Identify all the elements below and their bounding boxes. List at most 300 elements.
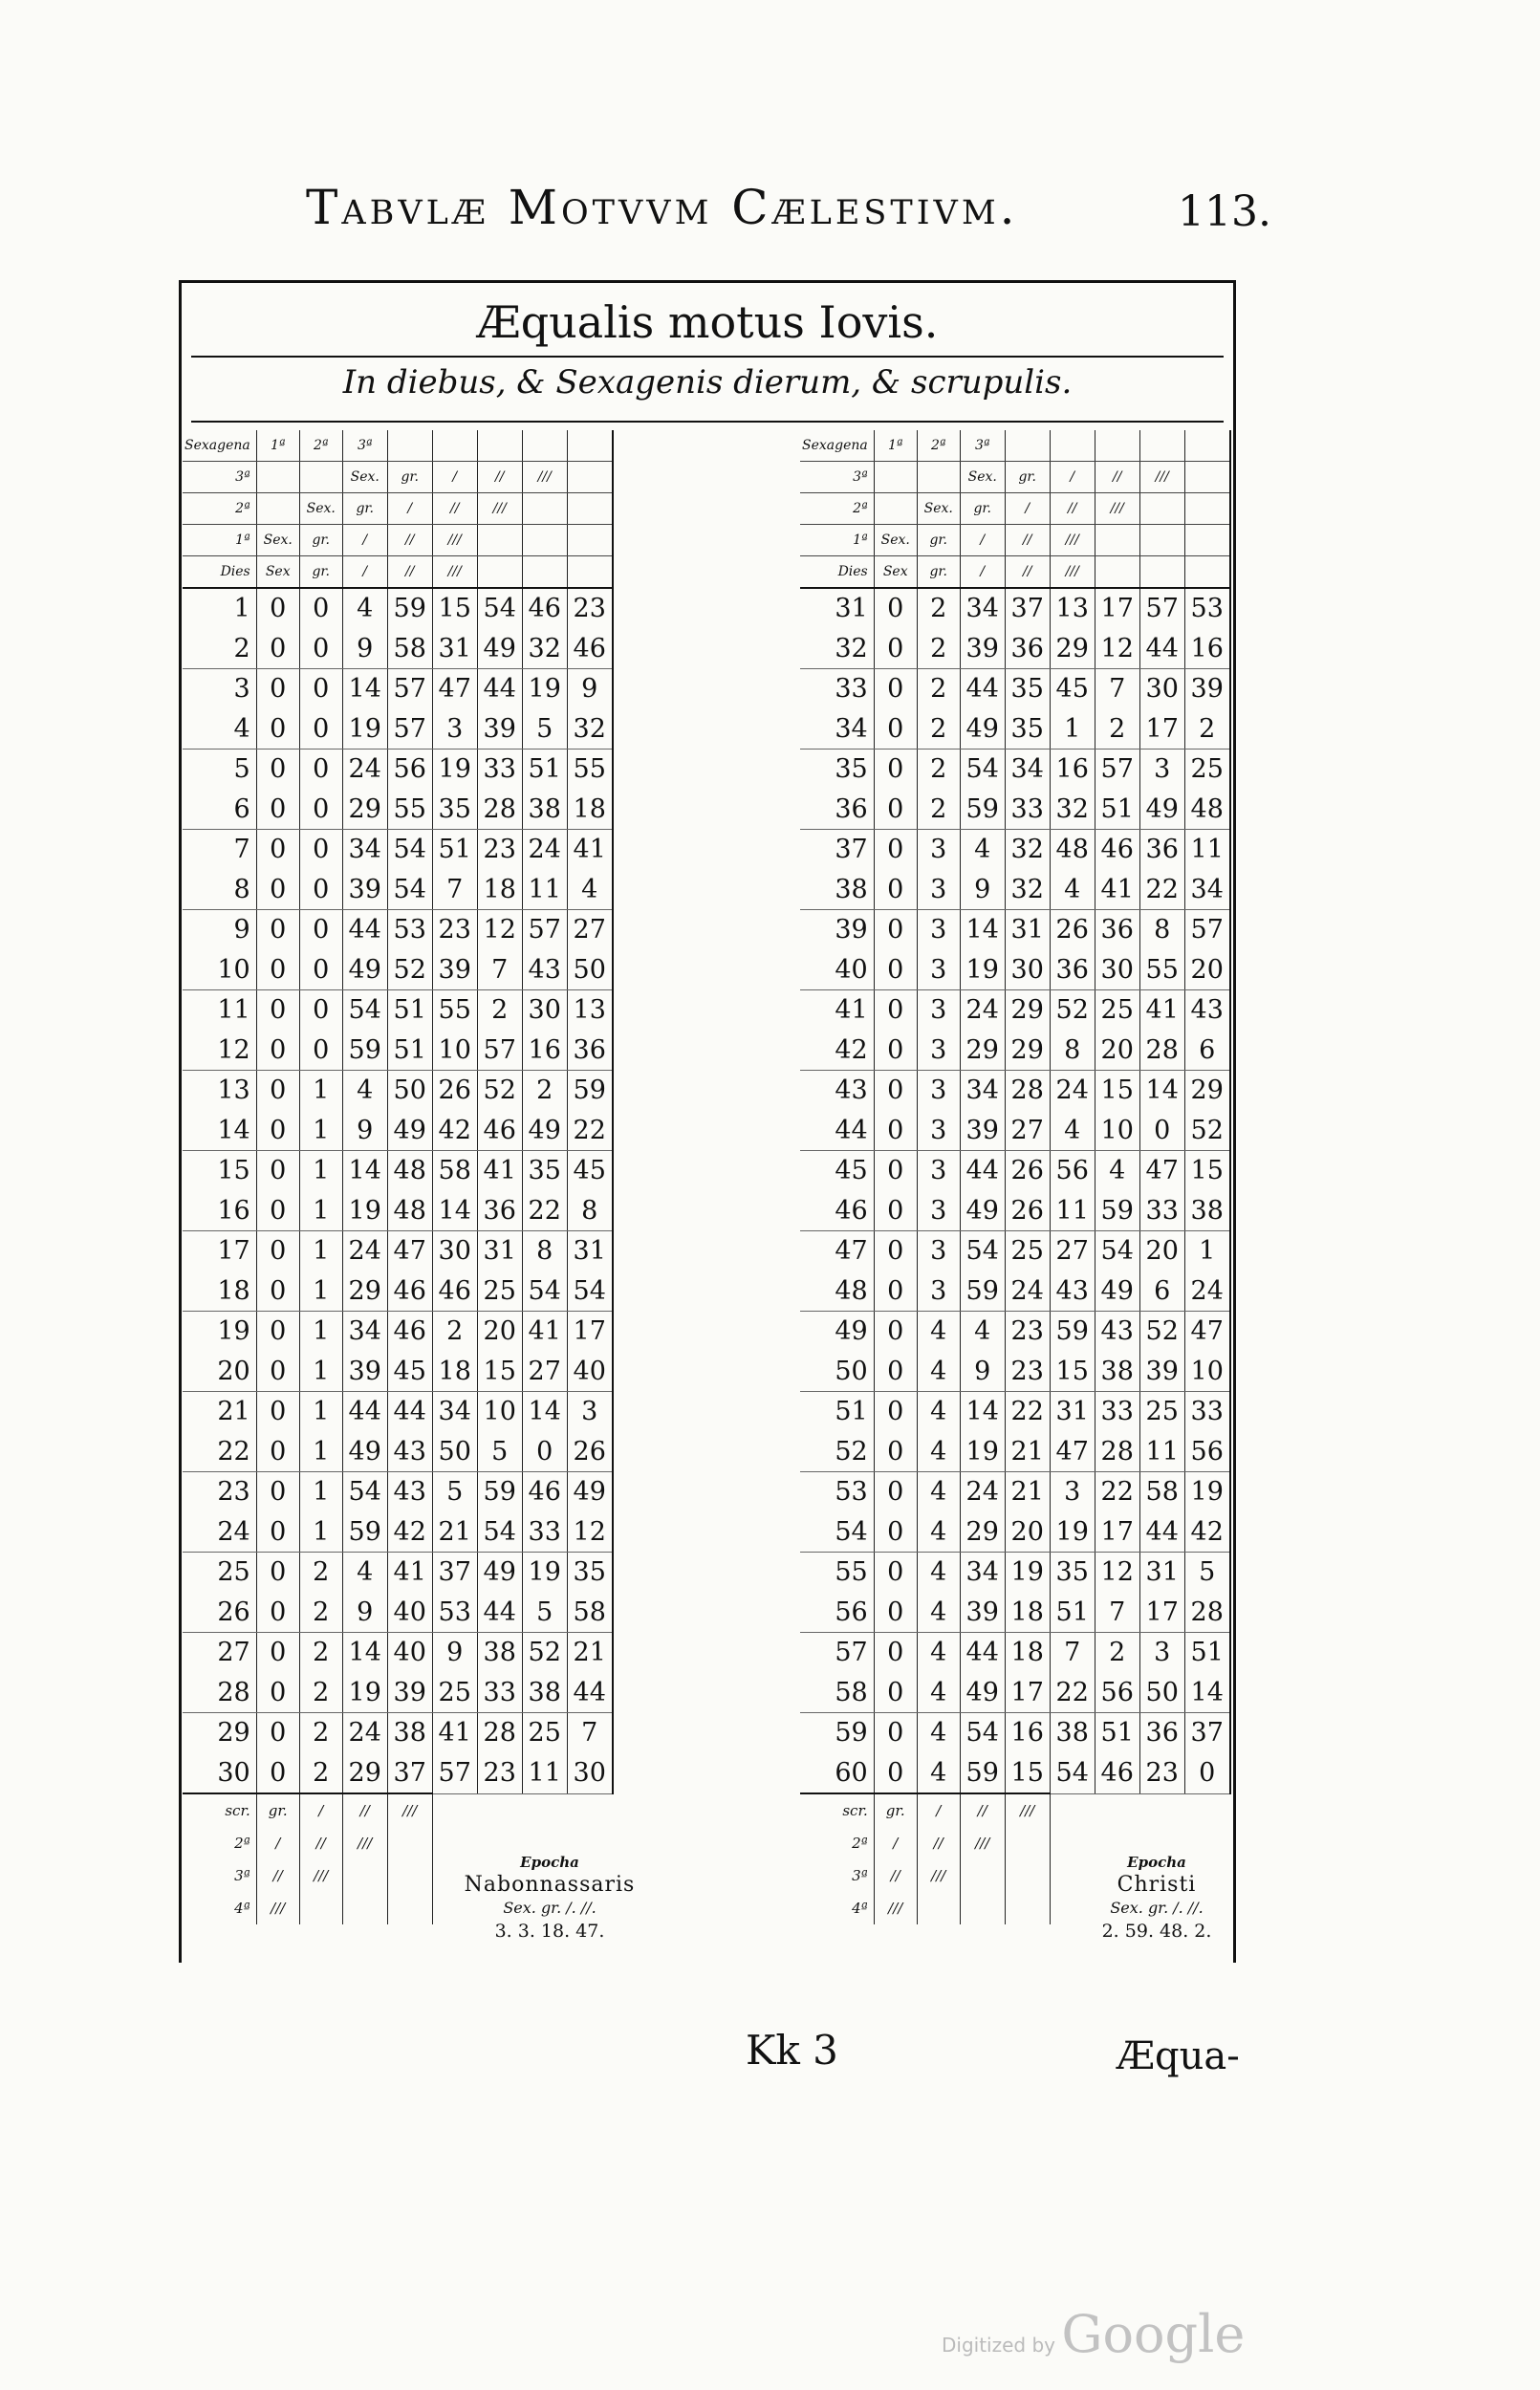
value-cell: 4: [917, 1312, 960, 1352]
value-cell: 9: [342, 1593, 387, 1633]
value-cell: 59: [477, 1472, 522, 1512]
footer-cell: [387, 1892, 432, 1924]
value-cell: 49: [477, 629, 522, 669]
value-cell: 0: [256, 870, 299, 910]
value-cell: 45: [387, 1352, 432, 1392]
header-cell: gr.: [299, 525, 342, 556]
value-cell: 44: [960, 669, 1005, 709]
value-cell: 0: [874, 1432, 917, 1472]
day-cell: 33: [800, 669, 874, 709]
table-row: [800, 1593, 1230, 1633]
header-cell: [256, 493, 299, 525]
value-cell: 59: [342, 1512, 387, 1553]
header-cell: //: [477, 462, 522, 493]
value-cell: 26: [1005, 1151, 1050, 1191]
value-cell: 29: [1050, 629, 1095, 669]
value-cell: 54: [342, 1472, 387, 1512]
value-cell: 37: [432, 1553, 477, 1593]
table-row: [800, 1753, 1230, 1794]
value-cell: 25: [1095, 990, 1139, 1031]
value-cell: 17: [1139, 709, 1184, 750]
table-row: [183, 870, 613, 910]
value-cell: 1: [299, 1071, 342, 1111]
value-cell: 2: [917, 709, 960, 750]
value-cell: 8: [1050, 1031, 1095, 1071]
value-cell: 0: [256, 629, 299, 669]
subtitle-rule: [191, 421, 1224, 423]
value-cell: 14: [960, 1392, 1005, 1432]
value-cell: 33: [1095, 1392, 1139, 1432]
value-cell: 20: [1139, 1231, 1184, 1271]
value-cell: 7: [477, 950, 522, 990]
value-cell: 1: [299, 1191, 342, 1231]
value-cell: 2: [299, 1593, 342, 1633]
value-cell: 0: [874, 629, 917, 669]
value-cell: 20: [1005, 1512, 1050, 1553]
header-cell: Sex.: [256, 525, 299, 556]
value-cell: 29: [1005, 990, 1050, 1031]
value-cell: 32: [1005, 830, 1050, 870]
value-cell: 32: [567, 709, 613, 750]
value-cell: 29: [342, 1271, 387, 1312]
table-frame-top: [179, 280, 1236, 283]
value-cell: 16: [522, 1031, 567, 1071]
value-cell: 39: [477, 709, 522, 750]
value-cell: 33: [1005, 790, 1050, 830]
day-cell: 34: [800, 709, 874, 750]
header-cell: [522, 430, 567, 462]
value-cell: 46: [522, 1472, 567, 1512]
day-cell: 42: [800, 1031, 874, 1071]
value-cell: 39: [1184, 669, 1230, 709]
running-head: Tabvlæ Motvvm Cælestivm.: [306, 180, 1019, 235]
catchword: Æqua-: [1117, 2034, 1240, 2078]
table-row: [183, 1432, 613, 1472]
value-cell: 41: [432, 1713, 477, 1753]
header-row: [183, 493, 613, 525]
value-cell: 51: [1095, 1713, 1139, 1753]
value-cell: 4: [1095, 1151, 1139, 1191]
header-cell: ///: [1050, 525, 1095, 556]
header-cell: 3ª: [960, 430, 1005, 462]
day-cell: 38: [800, 870, 874, 910]
value-cell: 54: [567, 1271, 613, 1312]
value-cell: 8: [522, 1231, 567, 1271]
value-cell: 44: [387, 1392, 432, 1432]
value-cell: 0: [299, 950, 342, 990]
footer-cell: [1005, 1892, 1050, 1924]
value-cell: 0: [256, 1673, 299, 1713]
value-cell: 19: [960, 1432, 1005, 1472]
value-cell: 54: [477, 588, 522, 629]
value-cell: 14: [1139, 1071, 1184, 1111]
value-cell: 1: [299, 1512, 342, 1553]
table-row: [800, 1312, 1230, 1352]
value-cell: 0: [299, 750, 342, 790]
header-cell: /: [432, 462, 477, 493]
value-cell: 2: [917, 629, 960, 669]
value-cell: 0: [256, 1111, 299, 1151]
table-row: [800, 1151, 1230, 1191]
day-cell: 57: [800, 1633, 874, 1673]
header-cell: /: [1050, 462, 1095, 493]
value-cell: 40: [387, 1633, 432, 1673]
header-cell: [387, 430, 432, 462]
value-cell: 0: [256, 1472, 299, 1512]
value-cell: 46: [1095, 830, 1139, 870]
table-row: [800, 950, 1230, 990]
value-cell: 1: [1050, 709, 1095, 750]
value-cell: 41: [1095, 870, 1139, 910]
value-cell: 59: [387, 588, 432, 629]
header-cell: Dies: [800, 556, 874, 589]
value-cell: 0: [256, 1352, 299, 1392]
day-cell: 19: [183, 1312, 256, 1352]
header-cell: [567, 556, 613, 589]
header-cell: 2ª: [800, 493, 874, 525]
footer-cell: //: [960, 1793, 1005, 1827]
header-cell: [1139, 430, 1184, 462]
value-cell: 27: [1050, 1231, 1095, 1271]
epocha-christi: [1061, 1851, 1252, 1943]
value-cell: 32: [522, 629, 567, 669]
value-cell: 2: [917, 588, 960, 629]
value-cell: 24: [1184, 1271, 1230, 1312]
value-cell: 44: [342, 910, 387, 950]
footer-cell: [387, 1827, 432, 1859]
value-cell: 3: [1139, 1633, 1184, 1673]
value-cell: 38: [1050, 1713, 1095, 1753]
footer-cell: [342, 1859, 387, 1892]
value-cell: 13: [567, 990, 613, 1031]
table-row: [183, 1271, 613, 1312]
value-cell: 37: [1005, 588, 1050, 629]
value-cell: 51: [1095, 790, 1139, 830]
value-cell: 3: [917, 1071, 960, 1111]
value-cell: 0: [256, 1151, 299, 1191]
value-cell: 1: [299, 1312, 342, 1352]
value-cell: 25: [1139, 1392, 1184, 1432]
value-cell: 27: [1005, 1111, 1050, 1151]
value-cell: 25: [1005, 1231, 1050, 1271]
value-cell: 3: [432, 709, 477, 750]
value-cell: 36: [1139, 1713, 1184, 1753]
footer-cell: //: [299, 1827, 342, 1859]
header-cell: [567, 493, 613, 525]
header-cell: gr.: [960, 493, 1005, 525]
value-cell: 43: [387, 1432, 432, 1472]
value-cell: 1: [299, 1111, 342, 1151]
table-title: Æqualis motus Iovis.: [476, 296, 939, 348]
table-row: [800, 750, 1230, 790]
value-cell: 56: [1050, 1151, 1095, 1191]
table-row: [183, 1231, 613, 1271]
signature-mark: Kk 3: [746, 2027, 838, 2074]
header-cell: [1184, 493, 1230, 525]
footer-cell: ///: [1005, 1793, 1050, 1827]
table-row: [800, 1111, 1230, 1151]
value-cell: 0: [299, 830, 342, 870]
table-row: [183, 750, 613, 790]
footer-cell: 2ª: [800, 1827, 874, 1859]
header-cell: [522, 525, 567, 556]
value-cell: 17: [1095, 1512, 1139, 1553]
value-cell: 9: [342, 629, 387, 669]
day-cell: 6: [183, 790, 256, 830]
value-cell: 49: [567, 1472, 613, 1512]
header-cell: //: [1005, 556, 1050, 589]
value-cell: 48: [1184, 790, 1230, 830]
value-cell: 14: [342, 1151, 387, 1191]
table-row: [800, 1673, 1230, 1713]
value-cell: 6: [1184, 1031, 1230, 1071]
value-cell: 2: [917, 669, 960, 709]
header-cell: 2ª: [299, 430, 342, 462]
header-cell: [917, 462, 960, 493]
value-cell: 0: [256, 1512, 299, 1553]
value-cell: 10: [1095, 1111, 1139, 1151]
value-cell: 14: [1184, 1673, 1230, 1713]
value-cell: 3: [917, 1191, 960, 1231]
value-cell: 59: [567, 1071, 613, 1111]
value-cell: 17: [567, 1312, 613, 1352]
day-cell: 25: [183, 1553, 256, 1593]
value-cell: 47: [1184, 1312, 1230, 1352]
value-cell: 15: [1184, 1151, 1230, 1191]
value-cell: 0: [256, 709, 299, 750]
footer-cell: [299, 1892, 342, 1924]
header-cell: Sexagena: [800, 430, 874, 462]
value-cell: 0: [256, 1071, 299, 1111]
value-cell: 23: [477, 830, 522, 870]
value-cell: 0: [256, 1191, 299, 1231]
value-cell: 2: [1095, 709, 1139, 750]
header-cell: ///: [522, 462, 567, 493]
footer-cell: /: [917, 1793, 960, 1827]
table-row: [183, 1553, 613, 1593]
table-row: [183, 990, 613, 1031]
value-cell: 59: [960, 790, 1005, 830]
title-rule: [191, 356, 1224, 358]
value-cell: 12: [1095, 1553, 1139, 1593]
value-cell: 0: [256, 790, 299, 830]
header-cell: 1ª: [874, 430, 917, 462]
day-cell: 10: [183, 950, 256, 990]
header-row: [800, 556, 1230, 589]
header-cell: [299, 462, 342, 493]
value-cell: 28: [1095, 1432, 1139, 1472]
value-cell: 0: [256, 990, 299, 1031]
value-cell: 11: [1184, 830, 1230, 870]
header-cell: /: [1005, 493, 1050, 525]
value-cell: 0: [874, 1673, 917, 1713]
footer-cell: ///: [342, 1827, 387, 1859]
table-row: [800, 830, 1230, 870]
value-cell: 48: [1050, 830, 1095, 870]
footer-cell: 3ª: [183, 1859, 256, 1892]
value-cell: 49: [387, 1111, 432, 1151]
value-cell: 49: [1095, 1271, 1139, 1312]
value-cell: 2: [1095, 1633, 1139, 1673]
value-cell: 8: [1139, 910, 1184, 950]
footer-cell: scr.: [800, 1793, 874, 1827]
header-cell: ///: [1139, 462, 1184, 493]
table-row: [183, 1352, 613, 1392]
value-cell: 40: [387, 1593, 432, 1633]
value-cell: 11: [1139, 1432, 1184, 1472]
header-cell: 2ª: [183, 493, 256, 525]
header-cell: Sex.: [299, 493, 342, 525]
value-cell: 2: [432, 1312, 477, 1352]
value-cell: 0: [256, 950, 299, 990]
value-cell: 15: [432, 588, 477, 629]
footer-row: [800, 1793, 1230, 1827]
value-cell: 44: [960, 1633, 1005, 1673]
value-cell: 20: [1095, 1031, 1139, 1071]
watermark-prefix: Digitized by: [942, 2334, 1055, 2357]
value-cell: 29: [1005, 1031, 1050, 1071]
header-cell: Sex: [256, 556, 299, 589]
header-cell: ///: [432, 525, 477, 556]
value-cell: 56: [1184, 1432, 1230, 1472]
header-row: [800, 493, 1230, 525]
value-cell: 33: [477, 750, 522, 790]
value-cell: 13: [1050, 588, 1095, 629]
header-cell: [874, 462, 917, 493]
table-row: [183, 910, 613, 950]
table-row: [800, 1231, 1230, 1271]
day-cell: 53: [800, 1472, 874, 1512]
value-cell: 26: [1050, 910, 1095, 950]
day-cell: 15: [183, 1151, 256, 1191]
day-cell: 60: [800, 1753, 874, 1794]
day-cell: 28: [183, 1673, 256, 1713]
value-cell: 54: [1095, 1231, 1139, 1271]
value-cell: 0: [256, 1633, 299, 1673]
value-cell: 0: [256, 1713, 299, 1753]
value-cell: 1: [299, 1472, 342, 1512]
value-cell: 47: [432, 669, 477, 709]
value-cell: 0: [256, 1432, 299, 1472]
value-cell: 9: [960, 1352, 1005, 1392]
value-cell: 44: [1139, 629, 1184, 669]
day-cell: 31: [800, 588, 874, 629]
header-cell: [1095, 556, 1139, 589]
value-cell: 49: [342, 950, 387, 990]
footer-cell: 4ª: [183, 1892, 256, 1924]
value-cell: 58: [432, 1151, 477, 1191]
footer-cell: //: [342, 1793, 387, 1827]
footer-cell: ///: [917, 1859, 960, 1892]
value-cell: 0: [299, 709, 342, 750]
table-row: [800, 790, 1230, 830]
day-cell: 21: [183, 1392, 256, 1432]
value-cell: 31: [1050, 1392, 1095, 1432]
table-row: [183, 790, 613, 830]
value-cell: 59: [342, 1031, 387, 1071]
header-cell: [567, 430, 613, 462]
table-row: [183, 1191, 613, 1231]
value-cell: 22: [1095, 1472, 1139, 1512]
footer-cell: 4ª: [800, 1892, 874, 1924]
value-cell: 0: [256, 1553, 299, 1593]
value-cell: 57: [477, 1031, 522, 1071]
epocha-units: Sex. gr. /. //.: [1110, 1899, 1204, 1917]
day-cell: 8: [183, 870, 256, 910]
value-cell: 0: [874, 1633, 917, 1673]
value-cell: 49: [477, 1553, 522, 1593]
value-cell: 0: [874, 1753, 917, 1794]
header-cell: [567, 462, 613, 493]
value-cell: 16: [1184, 629, 1230, 669]
value-cell: 34: [1184, 870, 1230, 910]
value-cell: 50: [387, 1071, 432, 1111]
value-cell: 0: [299, 870, 342, 910]
value-cell: 30: [522, 990, 567, 1031]
day-cell: 46: [800, 1191, 874, 1231]
day-cell: 40: [800, 950, 874, 990]
day-cell: 30: [183, 1753, 256, 1794]
table-row: [183, 1031, 613, 1071]
value-cell: 24: [960, 1472, 1005, 1512]
value-cell: 28: [1184, 1593, 1230, 1633]
value-cell: 51: [1050, 1593, 1095, 1633]
value-cell: 59: [1050, 1312, 1095, 1352]
value-cell: 39: [960, 1111, 1005, 1151]
value-cell: 34: [960, 1071, 1005, 1111]
value-cell: 26: [432, 1071, 477, 1111]
watermark-brand: Google: [1061, 2304, 1246, 2364]
value-cell: 19: [342, 709, 387, 750]
value-cell: 35: [432, 790, 477, 830]
value-cell: 0: [256, 1271, 299, 1312]
value-cell: 0: [874, 1031, 917, 1071]
header-cell: Sexagena: [183, 430, 256, 462]
table-row: [183, 1392, 613, 1432]
value-cell: 44: [477, 669, 522, 709]
value-cell: 0: [256, 830, 299, 870]
value-cell: 25: [1184, 750, 1230, 790]
day-cell: 17: [183, 1231, 256, 1271]
value-cell: 20: [477, 1312, 522, 1352]
value-cell: 44: [342, 1392, 387, 1432]
day-cell: 1: [183, 588, 256, 629]
value-cell: 31: [1005, 910, 1050, 950]
day-cell: 4: [183, 709, 256, 750]
table-row: [183, 669, 613, 709]
header-cell: //: [1050, 493, 1095, 525]
table-row: [800, 588, 1230, 629]
value-cell: 21: [1005, 1432, 1050, 1472]
value-cell: 0: [874, 669, 917, 709]
value-cell: 23: [567, 588, 613, 629]
value-cell: 0: [874, 830, 917, 870]
value-cell: 34: [960, 588, 1005, 629]
header-cell: /: [342, 525, 387, 556]
value-cell: 48: [387, 1151, 432, 1191]
value-cell: 1: [1184, 1231, 1230, 1271]
value-cell: 15: [1005, 1753, 1050, 1794]
value-cell: 43: [522, 950, 567, 990]
value-cell: 0: [874, 1151, 917, 1191]
value-cell: 57: [387, 669, 432, 709]
footer-cell: gr.: [256, 1793, 299, 1827]
table-row: [800, 1352, 1230, 1392]
header-cell: Dies: [183, 556, 256, 589]
value-cell: 22: [1005, 1392, 1050, 1432]
footer-cell: ///: [874, 1892, 917, 1924]
value-cell: 39: [387, 1673, 432, 1713]
